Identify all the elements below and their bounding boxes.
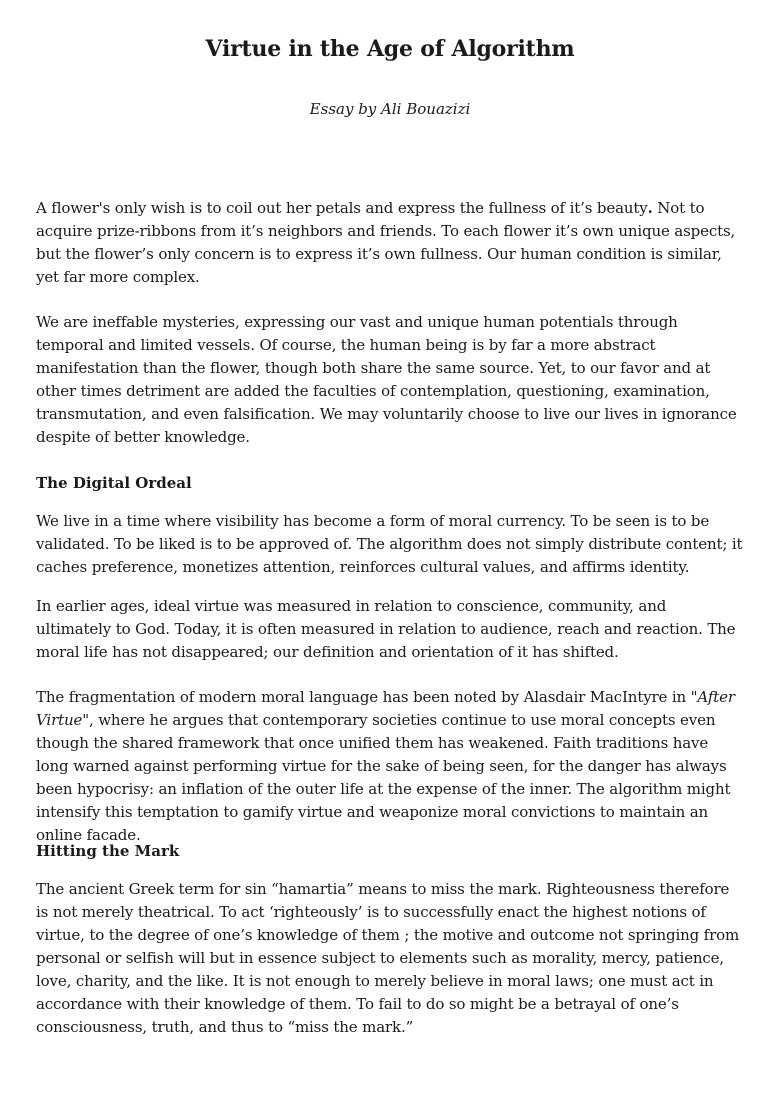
section-heading-hitting-the-mark: Hitting the Mark <box>36 842 180 860</box>
paragraph-flower <box>36 197 744 289</box>
essay-byline: Essay by Ali Bouazizi <box>309 100 471 118</box>
paragraph-flower-text-a: A flower's only wish is to coil out her petals and express the fullness of it’s beauty <box>36 199 648 217</box>
paragraph-flower-bold-period: . <box>647 199 653 217</box>
paragraph-fragmentation <box>36 686 744 847</box>
paragraph-fragmentation-text-a: The fragmentation of modern moral language has been noted by Alasdair MacIntyre in " <box>36 688 698 706</box>
paragraph-earlier-ages: In earlier ages, ideal virtue was measured in relation to conscience, community, and ultimately to God. Today, it is often measured in relation to audience, reach and reaction. The moral life has not disappeared; our definition and orientation of it has shifted. <box>36 597 736 661</box>
paragraph-ineffable: We are ineffable mysteries, expressing our vast and unique human potentials through temporal and limited vessels. Of course, the human being is by far a more abstract manifestation than the flower, though both share the same source. Yet, to our favor and at other times detriment are added the faculties of contemplation, questioning, examination, transmutation, and even falsification. We may voluntarily choose to live our lives in ignorance despite of better knowledge. <box>36 313 737 446</box>
paragraph-visibility: We live in a time where visibility has become a form of moral currency. To be seen is to be validated. To be liked is to be approved of. The algorithm does not simply distribute content; it caches preference, monetizes attention, reinforces cultural values, and affirms identity. <box>36 512 743 576</box>
paragraph-fragmentation-text-c: ", where he argues that contemporary societies continue to use moral concepts even though the shared framework that once unified them has weakened. Faith traditions have long warned against performing virtue for the sake of being seen, for the danger has always been hypocrisy: an inflation of the outer life at the expense of the inner. The algorithm might intensify this temptation to gamify virtue and weaponize moral convictions to maintain an online facade. <box>36 711 731 844</box>
paragraph-hamartia: The ancient Greek term for sin “hamartia” means to miss the mark. Righteousness therefore is not merely theatrical. To act ‘righteously’ is to successfully enact the highest notions of virtue, to the degree of one’s knowledge of them ; the motive and outcome not springing from personal or selfish will but in essence subject to elements such as morality, mercy, patience, love, charity, and the like. It is not enough to merely believe in moral laws; one must act in accordance with their knowledge of them. To fail to do so might be a betrayal of one’s consciousness, truth, and thus to “miss the mark.” <box>36 880 740 1036</box>
book-title-after-virtue: After Virtue <box>36 688 735 729</box>
essay-title: Virtue in the Age of Algorithm <box>205 36 575 62</box>
paragraph-flower-text-c: Not to acquire prize-ribbons from it’s neighbors and friends. To each flower it’s own unique aspects, but the flower’s only concern is to express it’s own fullness. Our human condition is similar, yet far more complex. <box>36 199 736 286</box>
section-heading-digital-ordeal: The Digital Ordeal <box>36 474 192 492</box>
